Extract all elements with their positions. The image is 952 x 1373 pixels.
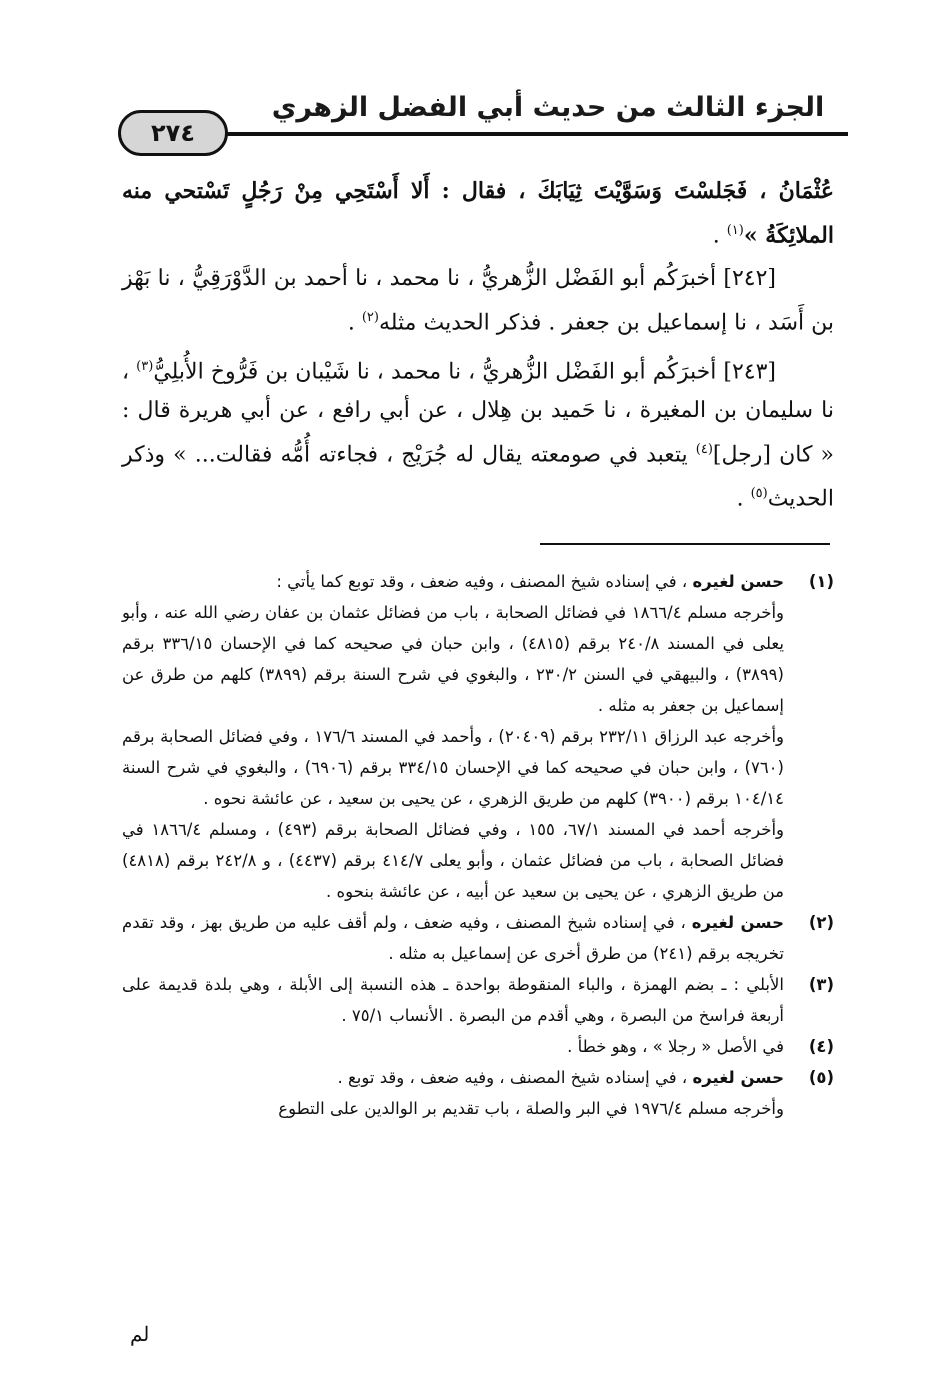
footnote-text: وأخرجه مسلم ١٨٦٦/٤ في فضائل الصحابة ، باب من فضائل عثمان بن عفان رضي الله عنه ، وأبو يعلى في المسند ٢٤٠/٨ برقم (٤٨١٥) ، وابن حبان في صحيحه كما في الإحسان ٣٣٦/١٥ برقم (٣٨٩٩) ، والبيهقي في السنن ٢٣٠/٢ ، والبغوي في شرح السنة برقم (٣٨٩٩) كلهم من طرق عن إسماعيل بن جعفر به مثله .	[122, 603, 784, 715]
footnote-text: وأخرجه مسلم ١٩٧٦/٤ في البر والصلة ، باب تقديم بر الوالدين على التطوع	[278, 1099, 784, 1118]
paragraph-242	[122, 259, 834, 342]
footnote-number: (٢)	[808, 913, 834, 932]
grading: حسن لغيره	[691, 913, 784, 932]
footnote-text: وأخرجه أحمد في المسند ٦٧/١، ١٥٥ ، وفي فضائل الصحابة برقم (٤٩٣) ، ومسلم ١٨٦٦/٤ في فضائل الصحابة ، باب من فضائل عثمان ، وأبو يعلى ٤١٤/٧ برقم (٤٤٣٧) ، و ٢٤٢/٨ برقم (٤٨١٨) من طريق الزهري ، عن يحيى بن سعيد عن أبيه ، عن عائشة بنحوه .	[122, 820, 785, 901]
footnote-ref: (٥)	[750, 486, 768, 502]
footnotes	[122, 566, 834, 1124]
page-number: ٢٧٤	[151, 119, 195, 147]
footnote-number: (١)	[808, 572, 834, 591]
footnote-text: وأخرجه عبد الرزاق ٢٣٢/١١ برقم (٢٠٤٠٩) ، وأحمد في المسند ١٧٦/٦ ، وفي فضائل الصحابة برقم (٧٦٠) ، وابن حبان في صحيحه كما في الإحسان ٣٣٤/١٥ برقم (٦٩٠٦) ، والبغوي في شرح السنة ١٠٤/١٤ برقم (٣٩٠٠) كلهم من طريق الزهري ، عن يحيى بن سعيد ، عن عائشة نحوه .	[122, 727, 784, 808]
footnote-4	[122, 1031, 834, 1062]
footnote-number: (٣)	[808, 975, 834, 994]
footnote-number: (٤)	[808, 1037, 834, 1056]
isnad-text: [٢٤٢] أخبرَكُم أبو الفَضْل الزُّهريُّ ، نا محمد ، نا أحمد بن الدَّوْرَقِيُّ ، نا بَهْز بن أَسَد ، نا إسماعيل بن جعفر . فذكر الحديث مثله	[122, 266, 834, 336]
isnad-text: [٢٤٣] أخبرَكُم أبو الفَضْل الزُّهريُّ ، نا محمد ، نا شَيْبان بن فَرُّوخ الأُبلِيُّ	[153, 358, 776, 384]
footnote-text: الأبلي : ـ بضم الهمزة ، والباء المنقوطة بواحدة ـ هذه النسبة إلى الأبلة ، وهي بلدة قديمة على أربعة فراسخ من البصرة ، وهي أقدم من البصرة . الأنساب ٧٥/١ .	[122, 975, 784, 1025]
paragraph-243	[122, 347, 834, 519]
footnote-number: (٥)	[808, 1068, 834, 1087]
paragraph-end: .	[347, 310, 362, 336]
header-rule	[208, 132, 848, 136]
footnote-ref: (٢)	[361, 310, 379, 326]
main-text	[122, 172, 834, 523]
grading: حسن لغيره	[692, 1068, 784, 1087]
isnad-text: ، نا سليمان بن المغيرة ، نا حَميد بن هِلال ، عن أبي رافع ، عن أبي هريرة قال : « كان [رجل]	[122, 358, 834, 468]
grading: حسن لغيره	[692, 572, 784, 591]
footnote-ref: (٤)	[695, 441, 713, 457]
paragraph-continuation	[122, 172, 834, 255]
hadith-text: عُثْمَانُ ، فَجَلسْتَ وَسَوَّيْتَ ثِيَابَكَ ، فقال : أَلا أَسْتَحِي مِنْ رَجُلٍ تَسْتحي منه الملائِكَةُ »	[122, 178, 834, 249]
paragraph-end: .	[712, 223, 727, 249]
footnote-2	[122, 907, 834, 969]
footnote-3	[122, 969, 834, 1031]
footnote-ref: (١)	[726, 223, 744, 238]
catchword: لم	[130, 1322, 150, 1346]
running-header	[118, 84, 848, 164]
footnote-text: حسن لغيره ، في إسناده شيخ المصنف ، وفيه ضعف ، وقد توبع كما يأتي :	[276, 572, 784, 591]
footnote-separator	[540, 543, 830, 545]
footnote-text: حسن لغيره ، في إسناده شيخ المصنف ، وفيه ضعف ، ولم أقف عليه من طريق بهز ، وقد تقدم تخريجه برقم (٢٤١) من طرق أخرى عن إسماعيل به مثله .	[122, 913, 784, 963]
hadith-text: يتعبد في صومعته يقال له جُرَيْج ، فجاءته أُمُّه فقالت... » وذكر الحديث	[122, 442, 834, 512]
header-title: الجزء الثالث من حديث أبي الفضل الزهري	[271, 92, 825, 123]
footnote-1	[122, 566, 834, 907]
paragraph-end: .	[736, 486, 751, 512]
footnote-text: حسن لغيره ، في إسناده شيخ المصنف ، وفيه ضعف ، وقد توبع .	[337, 1068, 784, 1087]
footnote-ref: (٣)	[136, 358, 154, 374]
footnote-5	[122, 1062, 834, 1124]
footnote-text: في الأصل « رجلا » ، وهو خطأ .	[567, 1037, 784, 1056]
page-number-badge	[118, 110, 228, 156]
